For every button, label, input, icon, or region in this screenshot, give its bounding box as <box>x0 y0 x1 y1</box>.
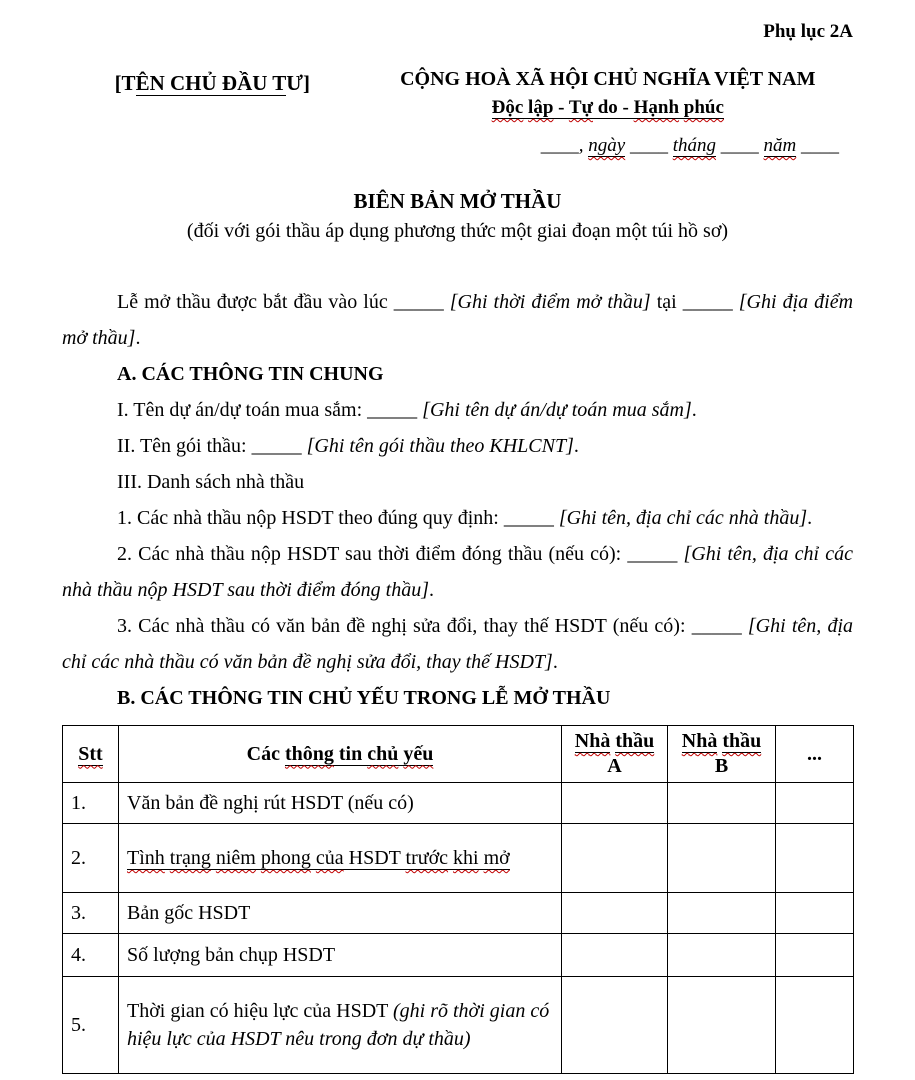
item-bidders-on-time: 1. Các nhà thầu nộp HSDT theo đúng quy định: _____ [Ghi tên, địa chỉ các nhà thầu]. <box>117 507 813 529</box>
row-label: Số lượng bản chụp HSDT <box>119 934 562 977</box>
row-stt: 2. <box>63 824 119 893</box>
investor-name-placeholder: [TÊN CHỦ ĐẦU TƯ] <box>114 71 310 95</box>
bidder-b-cell <box>668 783 776 824</box>
table-row <box>63 934 854 977</box>
bidder-a-cell <box>562 783 668 824</box>
header-more-bidders: ... <box>776 726 854 783</box>
row-label: Thời gian có hiệu lực của HSDT (ghi rõ thời gian có hiệu lực của HSDT nêu trong đơn dự thầu) <box>119 977 562 1074</box>
bidder-a-cell <box>562 977 668 1074</box>
section-b-heading: B. CÁC THÔNG TIN CHỦ YẾU TRONG LỄ MỞ THẦU <box>117 687 611 709</box>
more-bidders-cell <box>776 934 854 977</box>
row-stt: 3. <box>63 893 119 934</box>
more-bidders-cell <box>776 824 854 893</box>
row-stt: 5. <box>63 977 119 1074</box>
table-header-row <box>63 726 854 783</box>
bidder-b-cell <box>668 977 776 1074</box>
appendix-label: Phụ lục 2A <box>763 21 853 42</box>
table-row <box>63 824 854 893</box>
bidder-a-cell <box>562 824 668 893</box>
bidder-b-cell <box>668 934 776 977</box>
bidder-b-cell <box>668 893 776 934</box>
row-stt: 1. <box>63 783 119 824</box>
document-body <box>62 284 853 716</box>
national-motto: Độc lập - Tự do - Hạnh phúc <box>491 97 724 118</box>
more-bidders-cell <box>776 893 854 934</box>
table-row <box>63 783 854 824</box>
item-bidders-modified: 3. Các nhà thầu có văn bản đề nghị sửa đổi, thay thế HSDT (nếu có): _____ [Ghi tên, địa chỉ các nhà thầu có văn bản đề nghị sửa đổi, thay thế HSDT]. <box>62 615 853 673</box>
more-bidders-cell <box>776 783 854 824</box>
document-subtitle: (đối với gói thầu áp dụng phương thức một giai đoạn một túi hồ sơ) <box>186 220 729 242</box>
row-stt: 4. <box>63 934 119 977</box>
national-title: CỘNG HOÀ XÃ HỘI CHỦ NGHĨA VIỆT NAM <box>400 68 816 90</box>
bidder-a-cell <box>562 934 668 977</box>
table-row <box>63 893 854 934</box>
header-stt: Stt <box>63 726 119 783</box>
item-bidder-list-heading: III. Danh sách nhà thầu <box>117 471 305 493</box>
national-header <box>363 66 853 159</box>
header-bidder-b: Nhà thầu B <box>668 726 776 783</box>
bidder-a-cell <box>562 893 668 934</box>
more-bidders-cell <box>776 977 854 1074</box>
bid-opening-table <box>62 725 854 1074</box>
header-bidder-a: Nhà thầu A <box>562 726 668 783</box>
item-project-name: I. Tên dự án/dự toán mua sắm: _____ [Ghi tên dự án/dự toán mua sắm]. <box>117 399 697 421</box>
document-title: BIÊN BẢN MỞ THẦU <box>353 189 562 213</box>
bidder-b-cell <box>668 824 776 893</box>
row-label: Tình trạng niêm phong của HSDT trước khi mở <box>119 824 562 893</box>
date-place-line: ____, ngày ____ tháng ____ năm ____ <box>540 135 839 156</box>
header-key-info: Các thông tin chủ yếu <box>119 726 562 783</box>
document-header <box>62 66 853 159</box>
item-bidders-late: 2. Các nhà thầu nộp HSDT sau thời điểm đóng thầu (nếu có): _____ [Ghi tên, địa chỉ các nhà thầu nộp HSDT sau thời điểm đóng thầu]. <box>62 543 853 601</box>
opening-paragraph: Lễ mở thầu được bắt đầu vào lúc _____ [Ghi thời điểm mở thầu] tại _____ [Ghi địa điểm mở thầu]. <box>62 291 854 349</box>
row-label: Văn bản đề nghị rút HSDT (nếu có) <box>119 783 562 824</box>
table-row <box>63 977 854 1074</box>
section-a-heading: A. CÁC THÔNG TIN CHUNG <box>117 363 384 385</box>
item-package-name: II. Tên gói thầu: _____ [Ghi tên gói thầu theo KHLCNT]. <box>117 435 579 457</box>
row-label: Bản gốc HSDT <box>119 893 562 934</box>
